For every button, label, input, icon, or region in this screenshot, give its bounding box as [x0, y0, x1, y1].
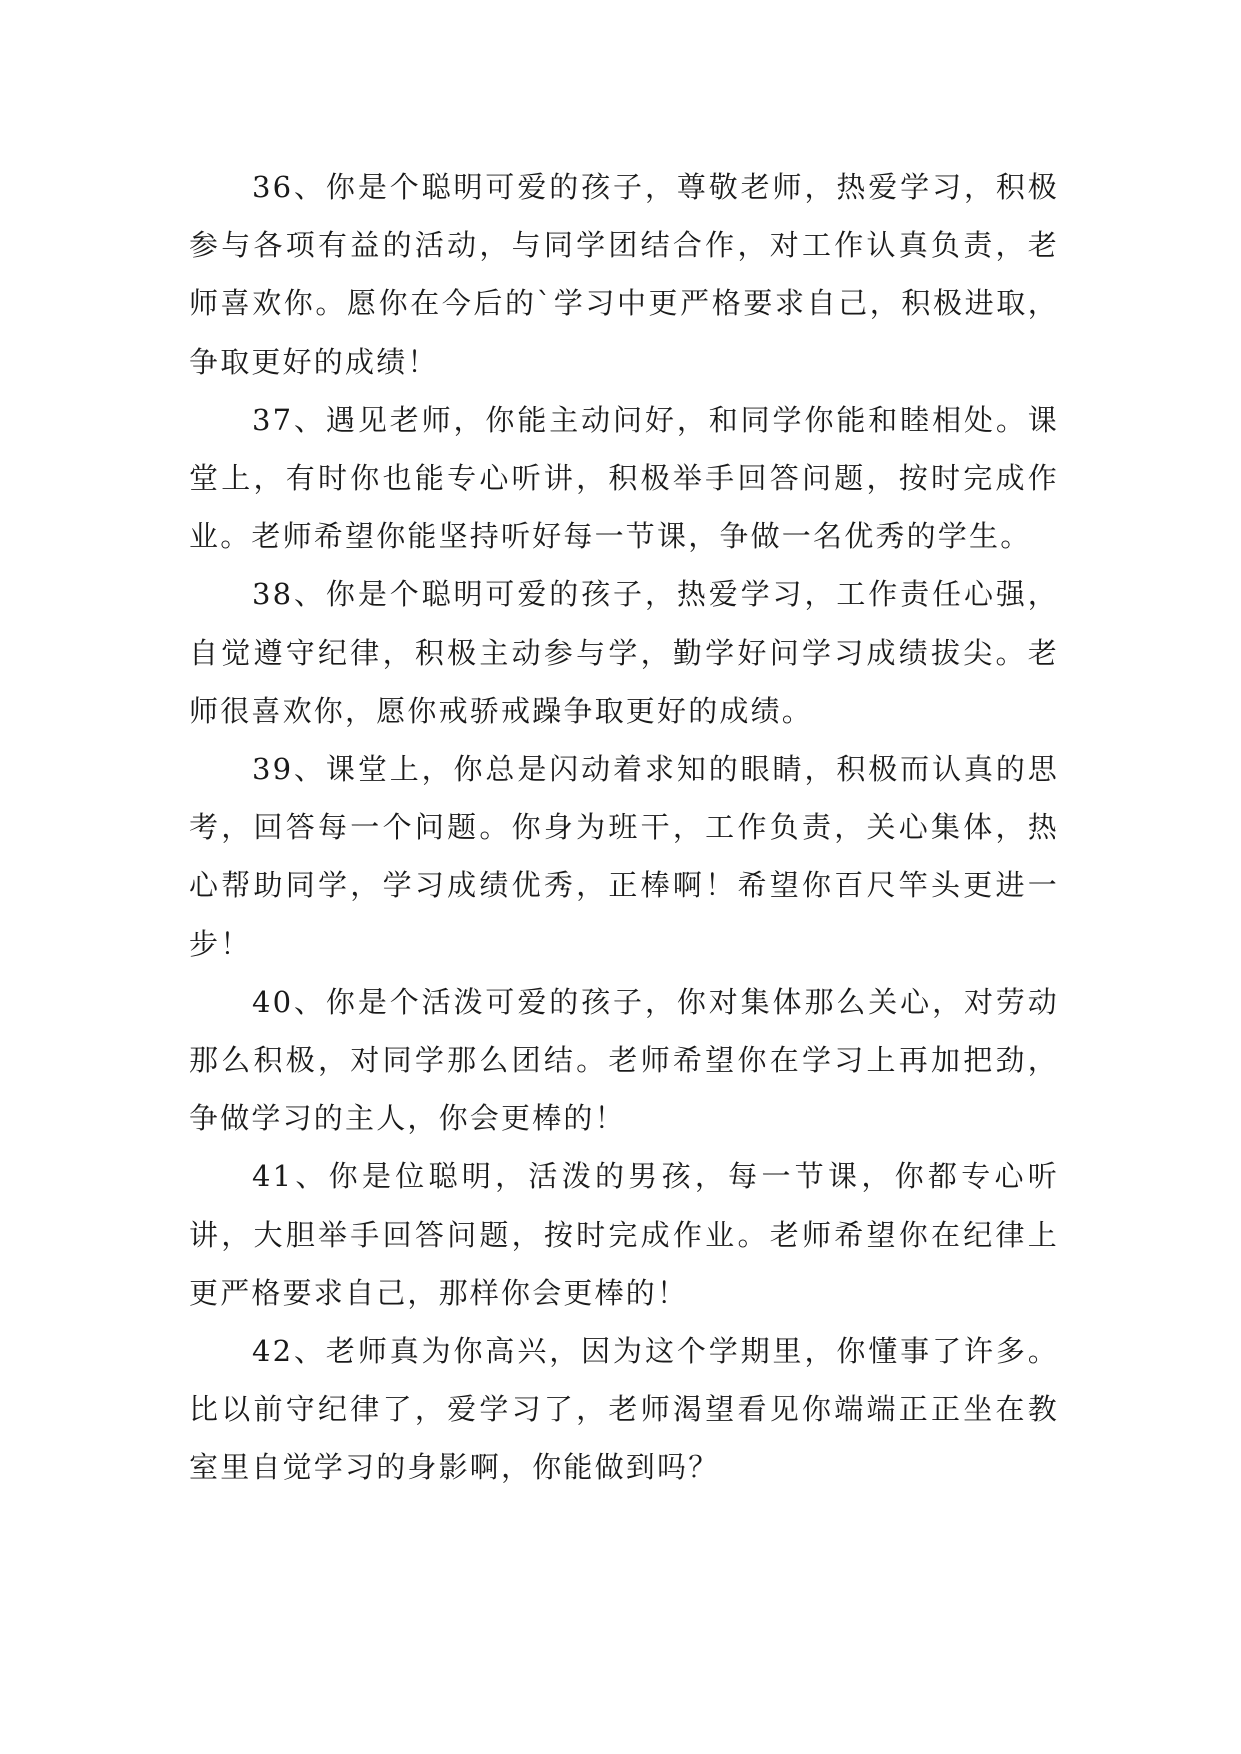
document-body: [189, 158, 1059, 1497]
paragraph-42: 42、老师真为你高兴，因为这个学期里，你懂事了许多。比以前守纪律了，爱学习了，老师渴望看见你端端正正坐在教室里自觉学习的身影啊，你能做到吗？: [189, 1334, 1059, 1485]
paragraph-39: 39、课堂上，你总是闪动着求知的眼睛，积极而认真的思考，回答每一个问题。你身为班干，工作负责，关心集体，热心帮助同学，学习成绩优秀，正棒啊！希望你百尺竿头更进一步！: [189, 752, 1059, 961]
paragraph-36: 36、你是个聪明可爱的孩子，尊敬老师，热爱学习，积极参与各项有益的活动，与同学团结合作，对工作认真负责，老师喜欢你。愿你在今后的`学习中更严格要求自己，积极进取，争取更好的成绩！: [189, 170, 1059, 379]
paragraph-40: 40、你是个活泼可爱的孩子，你对集体那么关心，对劳动那么积极，对同学那么团结。老师希望你在学习上再加把劲，争做学习的主人，你会更棒的！: [189, 984, 1059, 1136]
paragraph-41: 41、你是位聪明，活泼的男孩，每一节课，你都专心听讲，大胆举手回答问题，按时完成作业。老师希望你在纪律上更严格要求自己，那样你会更棒的！: [189, 1159, 1059, 1310]
paragraph-38: 38、你是个聪明可爱的孩子，热爱学习，工作责任心强，自觉遵守纪律，积极主动参与学，勤学好问学习成绩拔尖。老师很喜欢你，愿你戒骄戒躁争取更好的成绩。: [189, 577, 1059, 728]
paragraph-37: 37、遇见老师，你能主动问好，和同学你能和睦相处。课堂上，有时你也能专心听讲，积极举手回答问题，按时完成作业。老师希望你能坚持听好每一节课，争做一名优秀的学生。: [189, 402, 1059, 554]
